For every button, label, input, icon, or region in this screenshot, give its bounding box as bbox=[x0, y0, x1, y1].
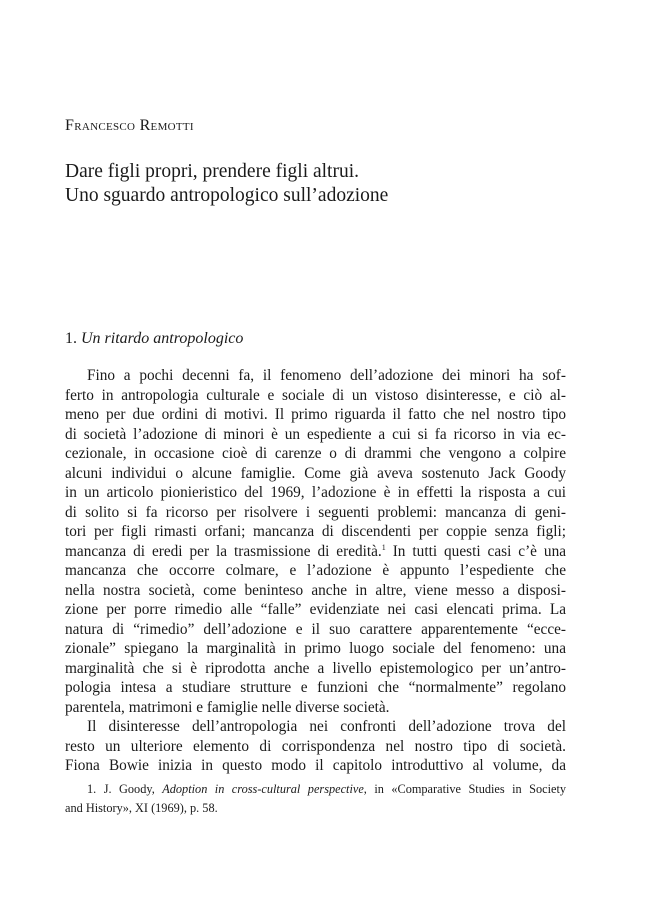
body-line: resto un ulteriore elemento di corrispondenza nel nostro tipo di società. bbox=[65, 737, 566, 755]
footnote-number: 1. bbox=[87, 782, 97, 796]
footnote-work-title: Adoption in cross-cultural perspective bbox=[162, 782, 364, 796]
body-line: di solito si fa ricorso per risolvere i seguenti problemi: mancanza di geni- bbox=[65, 503, 566, 521]
body-line: zione per porre rimedio alle “falle” evidenziate nei casi elencati prima. La bbox=[65, 601, 566, 618]
body-line: in un articolo pionieristico del 1969, l’adozione è in effetti la risposta a cui bbox=[65, 484, 566, 501]
footnote-line-1 bbox=[65, 780, 566, 799]
footnote-author: J. Goody, bbox=[103, 782, 155, 796]
body-line: marginalità che si è riprodotta anche a livello epistemologico per un’antro- bbox=[65, 659, 566, 677]
body-line: nella nostra società, come beninteso anche in altre, viene messo a disposi- bbox=[65, 581, 566, 599]
body-line: alcuni individui o alcune famiglie. Come già aveva sostenuto Jack Goody bbox=[65, 464, 566, 482]
body-line: cezionale, in occasione cioè di carenze o di drammi che vengono a colpire bbox=[65, 445, 566, 462]
chapter-title-line-2: Uno sguardo antropologico sull’adozione bbox=[65, 185, 389, 206]
body-line: Fino a pochi decenni fa, il fenomeno dell’adozione dei minori ha sof- bbox=[87, 367, 566, 384]
body-line: pologia intesa a studiare strutture e funzioni che “normalmente” regolano bbox=[65, 679, 566, 696]
body-line: Fiona Bowie inizia in questo modo il capitolo introduttivo al volume, da bbox=[65, 757, 566, 774]
footnote-line-2: and History», XI (1969), p. 58. bbox=[65, 800, 218, 815]
footnote bbox=[65, 780, 566, 817]
section-number: 1. bbox=[65, 330, 77, 347]
footnote-citation: , in «Comparative Studies in Society bbox=[363, 782, 567, 796]
author-name: Francesco Remotti bbox=[65, 117, 194, 134]
section-title: Un ritardo antropologico bbox=[81, 330, 244, 347]
body-line: di società l’adozione di minori è un espediente a cui si fa ricorso in via ec- bbox=[65, 425, 566, 443]
footnote-reference[interactable]: 1 bbox=[381, 542, 386, 552]
body-line: natura di “rimedio” dell’adozione e il suo carattere apparentemente “ecce- bbox=[65, 620, 566, 638]
body-line-part: mancanza di eredi per la trasmissione di eredità. bbox=[65, 542, 382, 560]
chapter-title bbox=[65, 160, 388, 208]
body-line: parentela, matrimoni e famiglie nelle diverse società. bbox=[65, 698, 390, 716]
body-line: mancanza che occorre colmare, e l’adozione è appunto l’espediente che bbox=[65, 562, 566, 579]
body-line bbox=[65, 542, 566, 562]
body-line: zionale” spiegano la marginalità in primo luogo sociale del fenomeno: una bbox=[65, 640, 566, 657]
body-line-part: In tutti questi casi c’è una bbox=[385, 542, 567, 560]
body-line: tori per figli rimasti orfani; mancanza di discendenti per coppie senza figli; bbox=[65, 523, 566, 540]
chapter-title-line-1: Dare figli propri, prendere figli altrui. bbox=[65, 161, 360, 182]
body-paragraphs bbox=[65, 366, 566, 776]
body-line: ferto in antropologia culturale e sociale di un vistoso disinteresse, e ciò al- bbox=[65, 386, 566, 404]
body-line: meno per due ordini di motivi. Il primo riguarda il fatto che nel nostro tipo bbox=[65, 406, 566, 423]
body-line: Il disinteresse dell’antropologia nei confronti dell’adozione trova del bbox=[87, 718, 566, 735]
section-heading bbox=[65, 330, 243, 348]
